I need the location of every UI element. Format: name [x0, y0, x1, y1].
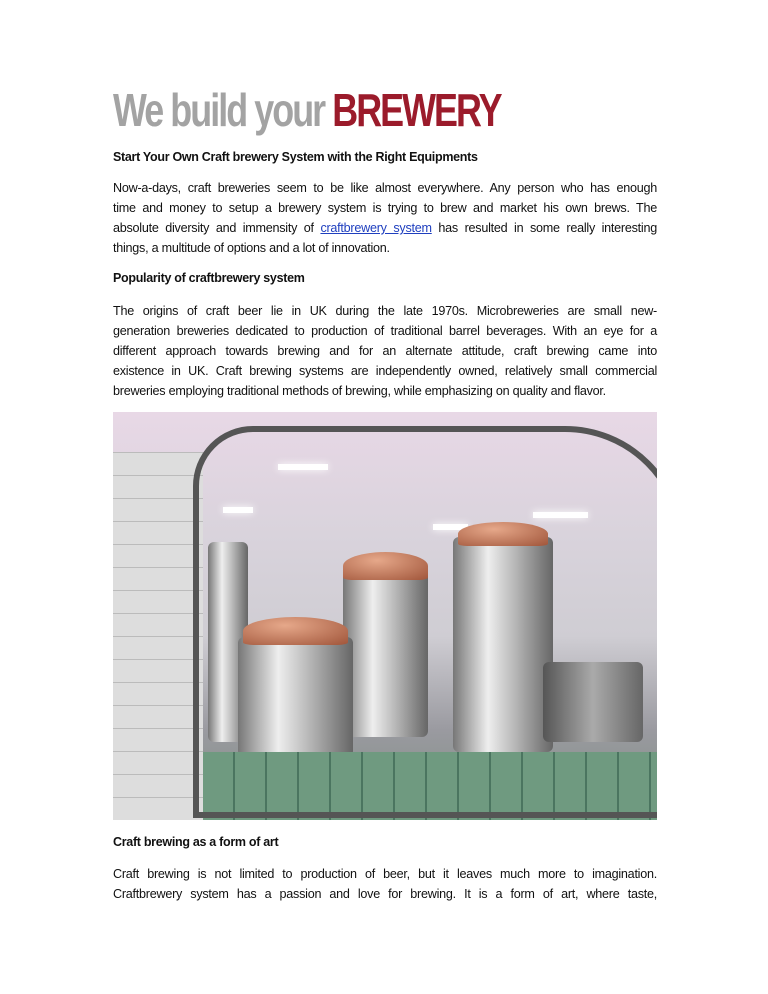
paragraph [113, 864, 657, 904]
text-line: absolute diversity and immensity of craftbrewery system has resulted in some really interesting [113, 221, 657, 235]
section-heading: Start Your Own Craft brewery System with the Right Equipments [113, 150, 478, 164]
section-heading: Craft brewing as a form of art [113, 835, 279, 849]
text-line: existence in UK. Craft brewing systems are independently owned, relatively small commercial [113, 364, 657, 378]
text-line: time and money to setup a brewery system is trying to brew and market his own brews. The [113, 201, 657, 215]
paragraph [113, 301, 657, 401]
brewery-photo [113, 412, 657, 820]
text-line: Now-a-days, craft breweries seem to be like almost everywhere. Any person who has enough [113, 181, 657, 195]
text-line: things, a multitude of options and a lot of innovation. [113, 241, 390, 255]
brand-logo: We build your BREWERY [113, 84, 501, 136]
text-line: Craft brewing is not limited to production of beer, but it leaves much more to imagination. [113, 867, 657, 881]
paragraph [113, 178, 657, 258]
text-line: different approach towards brewing and for an alternate attitude, craft brewing came into [113, 344, 657, 358]
text-line: The origins of craft beer lie in UK during the late 1970s. Microbreweries are small new- [113, 304, 657, 318]
text-line: breweries employing traditional methods of brewing, while emphasizing on quality and flavor. [113, 384, 606, 398]
text-line: generation breweries dedicated to production of traditional barrel beverages. With an eye for a [113, 324, 657, 338]
text-line: Craftbrewery system has a passion and love for brewing. It is a form of art, where taste, [113, 887, 657, 901]
craftbrewery-system-link[interactable]: craftbrewery system [320, 221, 432, 235]
section-heading: Popularity of craftbrewery system [113, 271, 305, 285]
